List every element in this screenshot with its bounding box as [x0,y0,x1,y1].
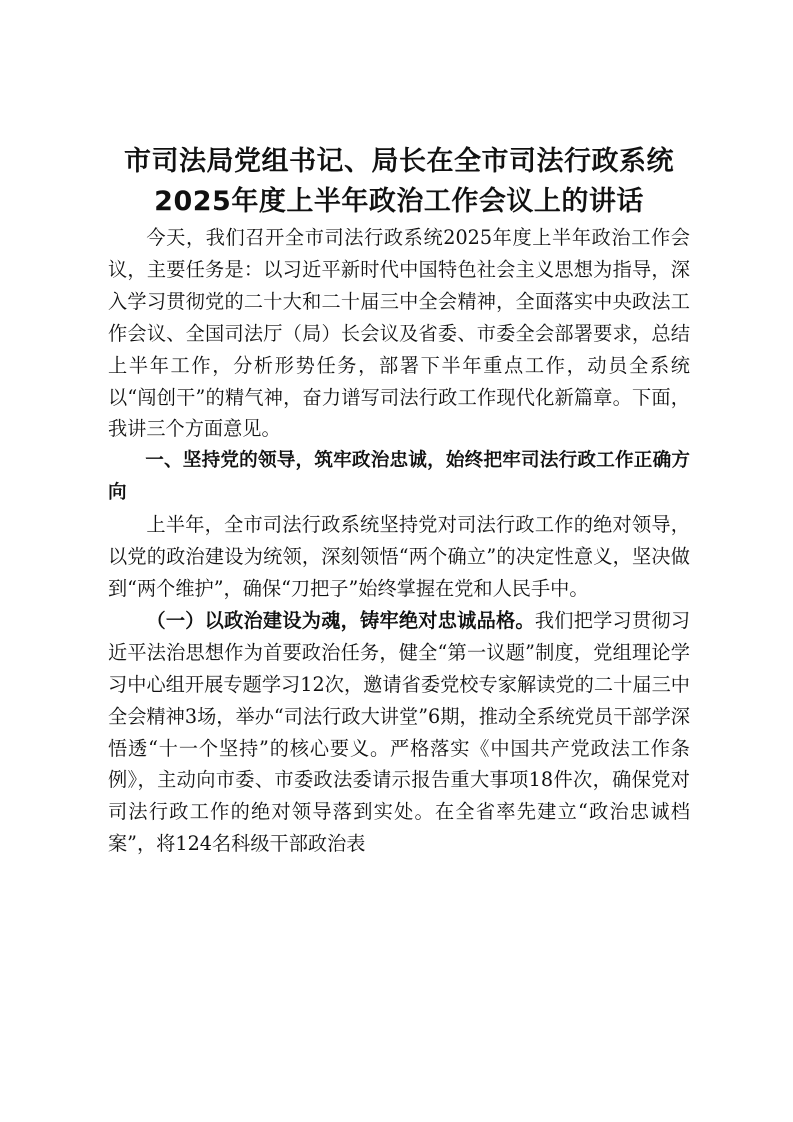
item-1-body-text: 我们把学习贯彻习近平法治思想作为首要政治任务，健全“第一议题”制度，党组理论学习中心组开展专题学习12次，邀请省委党校专家解读党的二十届三中全会精神3场，举办“司法行政大讲堂”6期，推动全系统党员干部学深悟透“十一个坚持”的核心要义。严格落实《中国共产党政法工作条例》，主动向市委、市委政法委请示报告重大事项18件次，确保党对司法行政工作的绝对领导落到实处。在全省率先建立“政治忠诚档案”，将124名科级干部政治表 [108,608,691,856]
document-body [108,142,690,860]
document-title [108,142,690,222]
intro-paragraph: 今天，我们召开全市司法行政系统2025年度上半年政治工作会议，主要任务是：以习近平新时代中国特色社会主义思想为指导，深入学习贯彻党的二十大和二十届三中全会精神，全面落实中央政法工作会议、全国司法厅（局）长会议及省委、市委全会部署要求，总结上半年工作，分析形势任务，部署下半年重点工作，动员全系统以“闯创干”的精气神，奋力谱写司法行政工作现代化新篇章。下面，我讲三个方面意见。 [108,226,690,441]
title-line-2: 2025年度上半年政治工作会议上的讲话 [154,186,644,217]
section-1-heading: 一、坚持党的领导，筑牢政治忠诚，始终把牢司法行政工作正确方向 [108,450,690,504]
section-1-summary-paragraph: 上半年，全市司法行政系统坚持党对司法行政工作的绝对领导，以党的政治建设为统领，深刻领悟“两个确立”的决定性意义，坚决做到“两个维护”，确保“刀把子”始终掌握在党和人民手中。 [108,513,690,600]
title-line-1: 市司法局党组书记、局长在全市司法行政系统 [124,146,674,177]
item-1-lead-sentence: （一）以政治建设为魂，铸牢绝对忠诚品格。 [146,608,535,632]
section-1-item-1-paragraph [108,605,690,860]
